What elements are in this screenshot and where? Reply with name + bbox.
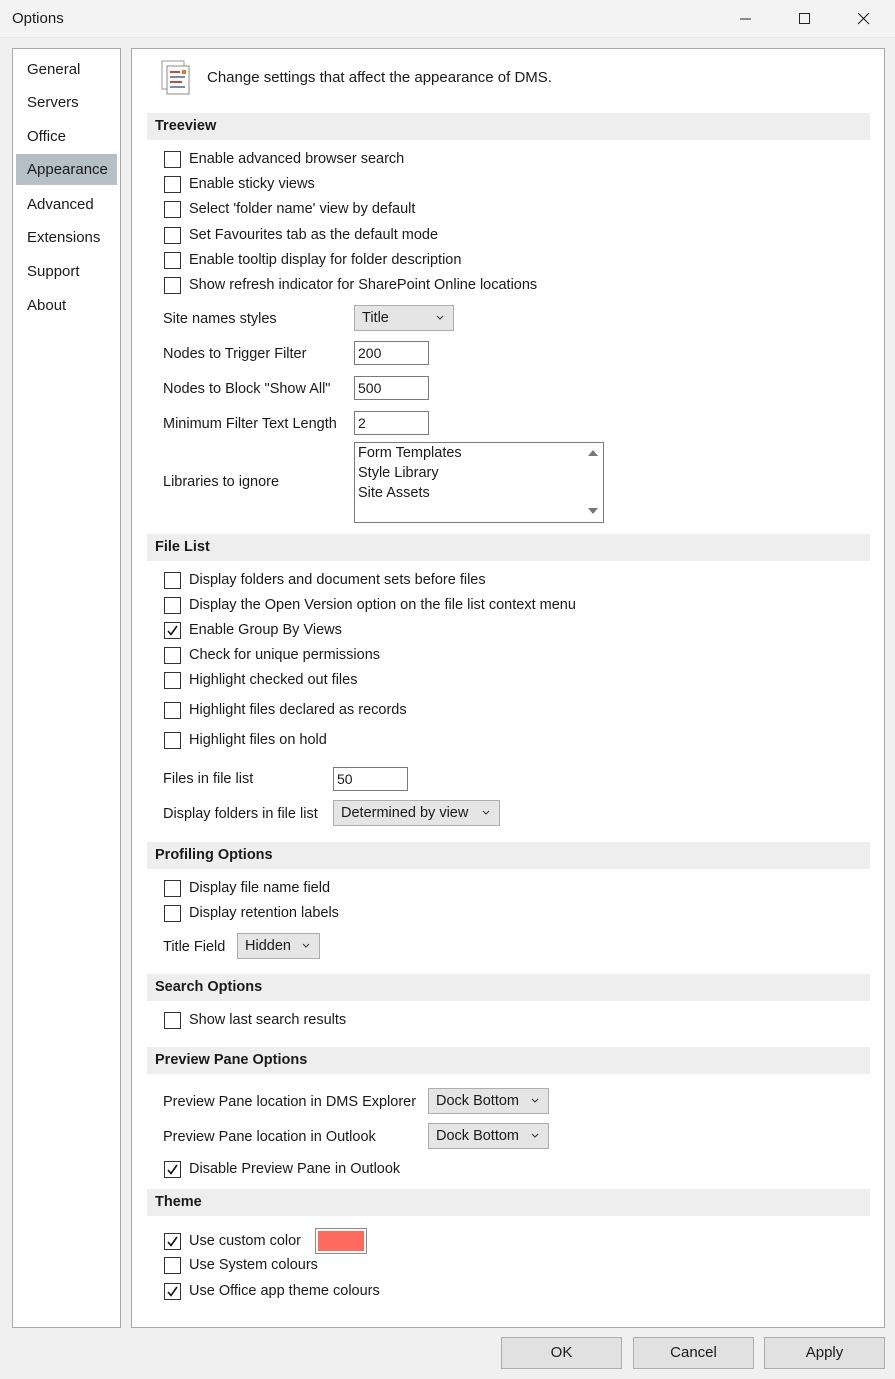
- checkbox-use-system-colours[interactable]: [164, 1255, 318, 1275]
- custom-color-swatch[interactable]: [315, 1228, 367, 1254]
- nodes-trigger-filter-label: Nodes to Trigger Filter: [163, 346, 307, 362]
- scroll-up-icon[interactable]: [588, 450, 598, 456]
- scroll-down-icon[interactable]: [588, 508, 598, 514]
- maximize-icon: [799, 13, 811, 25]
- checkbox-label: Show refresh indicator for SharePoint Online locations: [189, 277, 538, 293]
- sidebar-item-general[interactable]: General: [27, 61, 81, 78]
- checkbox-box[interactable]: [164, 151, 181, 168]
- checkbox-box[interactable]: [164, 597, 181, 614]
- checkbox-folder-name-view[interactable]: [164, 199, 415, 219]
- nodes-trigger-filter-input[interactable]: 200: [354, 341, 429, 365]
- checkbox-box[interactable]: [164, 572, 181, 589]
- checkbox-box[interactable]: [164, 227, 181, 244]
- list-item[interactable]: Site Assets: [358, 485, 430, 501]
- checkbox-label: Use custom color: [189, 1233, 302, 1249]
- checkmark-icon: [166, 1235, 179, 1248]
- checkbox-group-by-views[interactable]: [164, 620, 342, 640]
- section-theme: Theme: [147, 1189, 870, 1216]
- checkbox-box[interactable]: [164, 176, 181, 193]
- close-button[interactable]: [835, 0, 893, 38]
- preview-outlook-label: Preview Pane location in Outlook: [163, 1129, 376, 1145]
- checkbox-label: Use Office app theme colours: [189, 1283, 380, 1299]
- sidebar-item-appearance[interactable]: Appearance: [16, 154, 117, 185]
- checkbox-open-version-option[interactable]: [164, 595, 576, 615]
- minimize-icon: [740, 13, 752, 25]
- chevron-down-icon: [482, 810, 490, 816]
- dropdown-value: Title: [362, 310, 389, 326]
- close-icon: [858, 13, 870, 25]
- display-folders-label: Display folders in file list: [163, 806, 318, 822]
- sidebar-item-extensions[interactable]: Extensions: [27, 229, 101, 246]
- checkbox-last-search-results[interactable]: [164, 1010, 346, 1030]
- checkbox-label: Display the Open Version option on the file list context menu: [189, 597, 576, 613]
- chevron-down-icon: [531, 1098, 539, 1104]
- sidebar: [12, 48, 121, 1328]
- checkbox-refresh-indicator[interactable]: [164, 275, 537, 295]
- checkbox-box[interactable]: [164, 905, 181, 922]
- document-settings-icon: [158, 59, 194, 97]
- checkbox-label: Show last search results: [189, 1012, 347, 1028]
- sidebar-item-advanced[interactable]: Advanced: [27, 196, 94, 213]
- dropdown-value: Determined by view: [341, 805, 469, 821]
- files-in-file-list-label: Files in file list: [163, 771, 254, 787]
- checkbox-box[interactable]: [164, 252, 181, 269]
- checkbox-box[interactable]: [164, 1257, 181, 1274]
- checkbox-box[interactable]: [164, 880, 181, 897]
- libraries-to-ignore-label: Libraries to ignore: [163, 474, 280, 490]
- checkmark-icon: [166, 624, 179, 637]
- preview-explorer-label: Preview Pane location in DMS Explorer: [163, 1094, 417, 1110]
- min-filter-text-length-label: Minimum Filter Text Length: [163, 416, 337, 432]
- checkbox-label: Select 'folder name' view by default: [189, 201, 416, 217]
- checkbox-box[interactable]: [164, 1233, 181, 1250]
- checkmark-icon: [166, 1285, 179, 1298]
- checkbox-tooltip-folder-description[interactable]: [164, 250, 461, 270]
- checkbox-label: Disable Preview Pane in Outlook: [189, 1161, 401, 1177]
- checkbox-box[interactable]: [164, 647, 181, 664]
- list-item[interactable]: Form Templates: [358, 445, 462, 461]
- ok-button[interactable]: OK: [501, 1337, 622, 1369]
- section-search-options: Search Options: [147, 974, 870, 1001]
- checkbox-label: Use System colours: [189, 1257, 318, 1273]
- checkbox-label: Display folders and document sets before files: [189, 572, 486, 588]
- section-profiling-options: Profiling Options: [147, 842, 870, 869]
- list-item[interactable]: Style Library: [358, 465, 439, 481]
- preview-explorer-dropdown[interactable]: [428, 1088, 549, 1114]
- checkbox-disable-preview-outlook[interactable]: [164, 1159, 400, 1179]
- checkbox-label: Display retention labels: [189, 905, 339, 921]
- maximize-button[interactable]: [776, 0, 834, 38]
- checkbox-label: Set Favourites tab as the default mode: [189, 227, 439, 243]
- minimize-button[interactable]: [717, 0, 775, 38]
- section-file-list: File List: [147, 534, 870, 561]
- checkbox-folders-before-files[interactable]: [164, 570, 486, 590]
- window-title: Options: [12, 10, 64, 27]
- checkbox-unique-permissions[interactable]: [164, 645, 380, 665]
- chevron-down-icon: [531, 1133, 539, 1139]
- checkbox-sticky-views[interactable]: [164, 174, 315, 194]
- appearance-panel: [131, 48, 885, 1328]
- chevron-down-icon: [302, 943, 310, 949]
- color-fill: [318, 1231, 364, 1251]
- section-treeview: Treeview: [147, 113, 870, 140]
- checkbox-box[interactable]: [164, 1012, 181, 1029]
- min-filter-text-length-input[interactable]: 2: [354, 411, 429, 435]
- checkbox-label: Display file name field: [189, 880, 331, 896]
- checkbox-favourites-default[interactable]: [164, 225, 438, 245]
- checkbox-label: Highlight files declared as records: [189, 702, 407, 718]
- libraries-to-ignore-list[interactable]: [354, 442, 604, 523]
- nodes-block-show-all-input[interactable]: 500: [354, 376, 429, 400]
- preview-outlook-dropdown[interactable]: [428, 1123, 549, 1149]
- checkbox-use-custom-color[interactable]: [164, 1231, 301, 1251]
- sidebar-item-support[interactable]: Support: [27, 263, 80, 280]
- checkmark-icon: [166, 1163, 179, 1176]
- checkbox-advanced-browser-search[interactable]: [164, 149, 404, 169]
- checkbox-box[interactable]: [164, 277, 181, 294]
- checkbox-box[interactable]: [164, 732, 181, 749]
- title-field-dropdown[interactable]: [237, 933, 320, 959]
- sidebar-item-about[interactable]: About: [27, 297, 67, 314]
- display-folders-dropdown[interactable]: [333, 800, 500, 826]
- dropdown-value: Hidden: [245, 938, 291, 954]
- chevron-down-icon: [436, 315, 444, 321]
- title-bar: [0, 0, 895, 38]
- checkbox-label: Check for unique permissions: [189, 647, 381, 663]
- checkbox-office-theme-colours[interactable]: [164, 1281, 380, 1301]
- title-field-label: Title Field: [163, 939, 226, 955]
- dropdown-value: Dock Bottom: [436, 1093, 519, 1109]
- sidebar-item-office[interactable]: Office: [27, 128, 66, 145]
- checkbox-highlight-records[interactable]: [164, 700, 407, 720]
- apply-button[interactable]: Apply: [764, 1337, 885, 1369]
- nodes-block-show-all-label: Nodes to Block "Show All": [163, 381, 331, 397]
- checkbox-file-name-field[interactable]: [164, 878, 330, 898]
- checkbox-label: Enable advanced browser search: [189, 151, 405, 167]
- checkbox-label: Highlight checked out files: [189, 672, 358, 688]
- checkbox-box[interactable]: [164, 622, 181, 639]
- section-preview-pane-options: Preview Pane Options: [147, 1047, 870, 1074]
- checkbox-label: Highlight files on hold: [189, 732, 327, 748]
- checkbox-box[interactable]: [164, 1283, 181, 1300]
- files-in-file-list-input[interactable]: 50: [333, 767, 408, 791]
- header-description: Change settings that affect the appearance of DMS.: [207, 69, 552, 86]
- site-names-styles-label: Site names styles: [163, 311, 277, 327]
- checkbox-box[interactable]: [164, 672, 181, 689]
- checkbox-box[interactable]: [164, 702, 181, 719]
- cancel-button[interactable]: Cancel: [633, 1337, 754, 1369]
- checkbox-label: Enable Group By Views: [189, 622, 342, 638]
- checkbox-highlight-checked-out[interactable]: [164, 670, 357, 690]
- dropdown-value: Dock Bottom: [436, 1128, 519, 1144]
- site-names-styles-dropdown[interactable]: [354, 305, 454, 331]
- checkbox-label: Enable tooltip display for folder description: [189, 252, 462, 268]
- checkbox-retention-labels[interactable]: [164, 903, 339, 923]
- checkbox-box[interactable]: [164, 1161, 181, 1178]
- sidebar-item-servers[interactable]: Servers: [27, 94, 79, 111]
- checkbox-box[interactable]: [164, 201, 181, 218]
- checkbox-highlight-on-hold[interactable]: [164, 730, 327, 750]
- checkbox-label: Enable sticky views: [189, 176, 315, 192]
